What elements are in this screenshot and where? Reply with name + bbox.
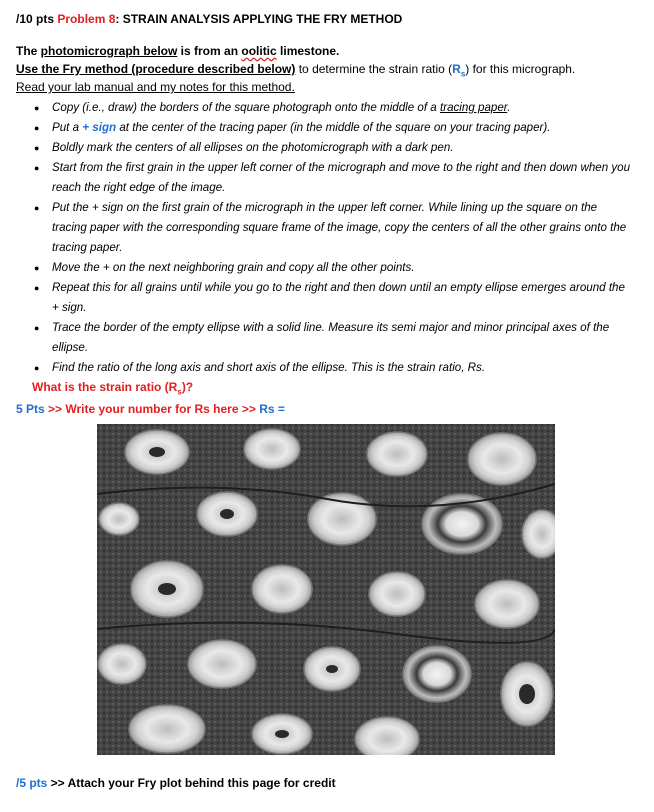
step-1: ● Copy (i.e., draw) the borders of the square photograph onto the middle of a tracing paper. [34, 98, 634, 118]
points-label: /10 pts [16, 12, 55, 26]
title-text: : STRAIN ANALYSIS APPLYING THE FRY METHOD [115, 12, 403, 26]
oolitic-word: oolitic [241, 44, 277, 58]
answer-line: 5 Pts >> Write your number for Rs here >> Rs = [16, 402, 285, 416]
answer-prompt: Write your number for Rs here [65, 402, 239, 416]
intro-line-3: Read your lab manual and my notes for this method. [16, 80, 295, 94]
step-4: ● Start from the first grain in the upper left corner of the micrograph and move to the right and then down when you reach the right edge of the image. [34, 158, 634, 198]
photomicrograph-image [97, 424, 555, 755]
step-2: ● Put a + sign at the center of the tracing paper (in the middle of the square on your tracing paper). [34, 118, 634, 138]
oolitic-limestone-photomicrograph [97, 424, 555, 755]
step-7: ● Repeat this for all grains until while you go to the right and then down until an empty ellipse emerges around the + sign. [34, 278, 634, 318]
footer-points: /5 pts [16, 776, 48, 790]
step-3: ● Boldly mark the centers of all ellipses on the photomicrograph with a dark pen. [34, 138, 634, 158]
step-5: ● Put the + sign on the first grain of the micrograph in the upper left corner. While lining up the square on the tracing paper with the corresponding square frame of the image, copy the centers of all the other grains onto the tracing paper. [34, 198, 634, 258]
answer-points: 5 Pts [16, 402, 45, 416]
problem-title [16, 12, 402, 26]
step-6: ● Move the + on the next neighboring grain and copy all the other points. [34, 258, 634, 278]
rs-field-label[interactable]: Rs = [259, 402, 285, 416]
fry-method-ref: Use the Fry method (procedure described below) [16, 62, 296, 76]
step-9: ● Find the ratio of the long axis and short axis of the ellipse. This is the strain ratio, Rs. [34, 358, 634, 378]
problem-number: Problem 8 [57, 12, 116, 26]
step-8: ● Trace the border of the empty ellipse with a solid line. Measure its semi major and minor principal axes of the ellipse. [34, 318, 634, 358]
footer-note [16, 776, 336, 790]
strain-ratio-question: What is the strain ratio $(R_s)$? [32, 380, 194, 397]
procedure-steps [34, 98, 634, 378]
photomicrograph-ref: photomicrograph below [40, 44, 178, 58]
intro-line-2: Use the Fry method (procedure described below) to determine the strain ratio $(R_s)$ for this micrograph. [16, 62, 576, 79]
footer-text: >> Attach your Fry plot behind this page for credit [47, 776, 336, 790]
intro-line-1: The photomicrograph below is from an oolitic limestone. [16, 44, 340, 58]
